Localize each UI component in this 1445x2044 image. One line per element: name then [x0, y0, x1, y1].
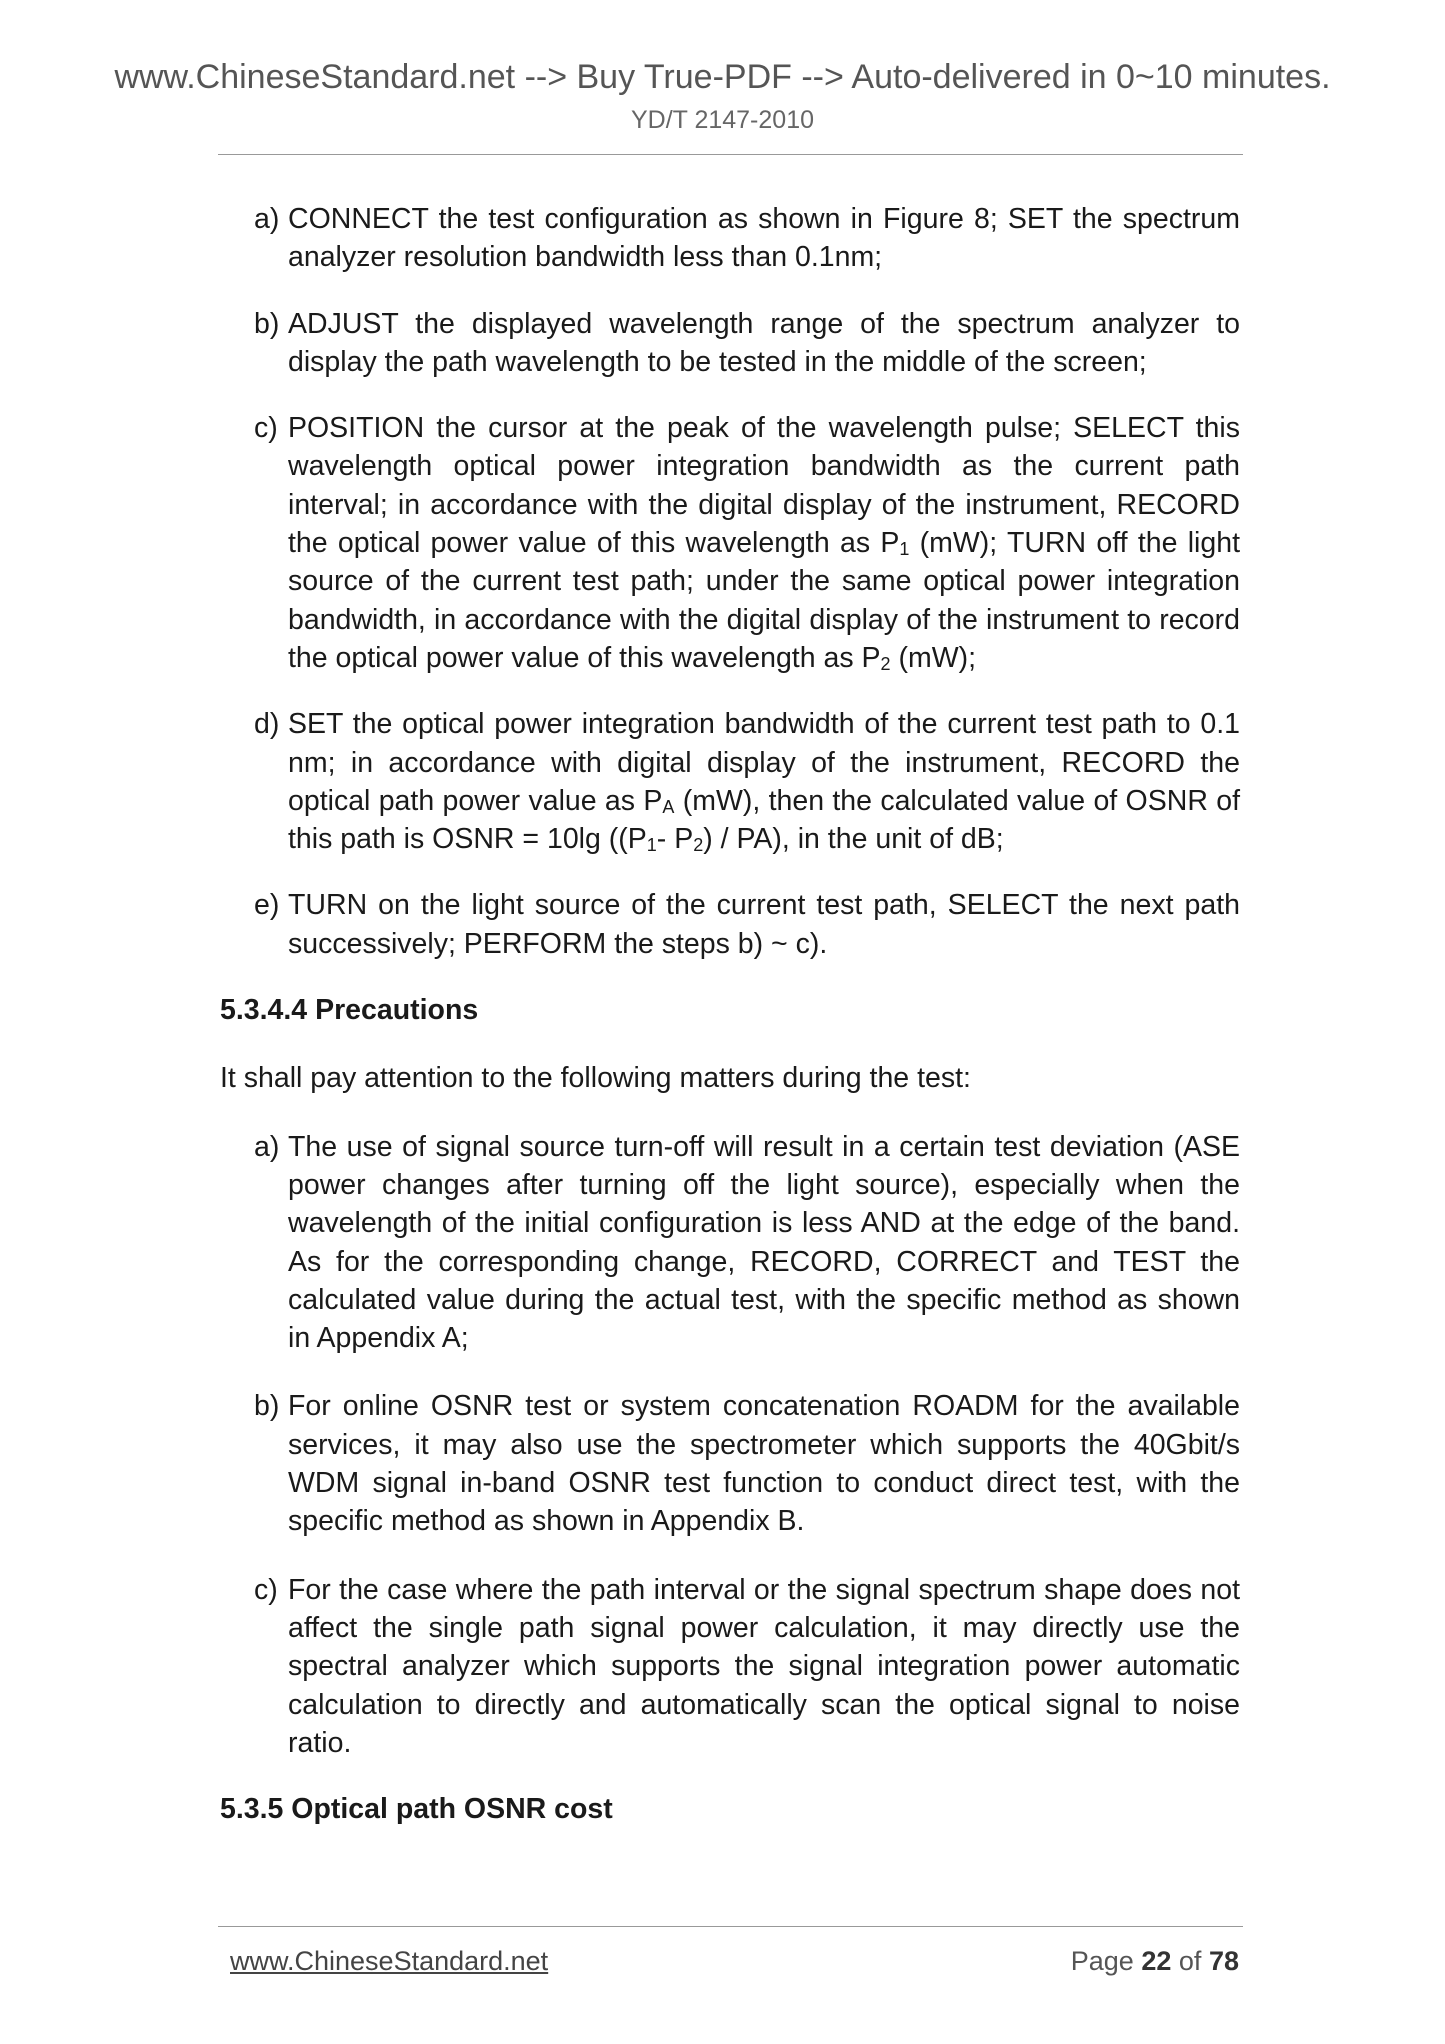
step-item-e — [220, 886, 1240, 963]
step-text: POSITION the cursor at the peak of the wavelength pulse; SELECT this wavelength optical power integration bandwidth as the current path interval; in accordance with the digital display of the instrument, RECORD the optical power value of this wavelength as $P_1$ (mW); TURN off the light source of the current test path; under the same optical power integration bandwidth, in accordance with the digital display of the instrument to record the optical power value of this wavelength as $P_2$ (mW); — [288, 412, 1240, 674]
page-content — [220, 200, 1240, 1828]
precaution-item-b — [220, 1387, 1240, 1540]
precaution-marker: b) — [254, 1390, 280, 1423]
page-indicator — [1071, 1946, 1239, 1977]
step-text: SET the optical power integration bandwidth of the current test path to 0.1 nm; in accordance with digital display of the instrument, RECORD the optical path power value as $P_A$ (mW), then the calculated value of OSNR of this path is OSNR = 10lg (($P_1-$ $P_2) / PA$), in the unit of dB; — [288, 708, 1240, 856]
of-word: of — [1178, 1946, 1202, 1976]
step-marker: c) — [254, 412, 278, 445]
step-marker: b) — [254, 307, 280, 340]
precaution-item-c — [220, 1571, 1240, 1762]
step-item-b — [220, 305, 1240, 382]
precaution-text: For online OSNR test or system concatenation ROADM for the available services, it may also use the spectrometer which supports the 40Gbit/s WDM signal in-band OSNR test function to conduct direct test, with the specific method as shown in Appendix B. — [288, 1390, 1240, 1538]
step-item-a — [220, 200, 1240, 277]
precaution-text: The use of signal source turn-off will result in a certain test deviation (ASE power changes after turning off the light source), especially when the wavelength of the initial configuration is less AND at the edge of the band. As for the corresponding change, RECORD, CORRECT and TEST the calculated value during the actual test, with the specific method as shown in Appendix A; — [288, 1130, 1240, 1355]
precaution-item-a — [220, 1128, 1240, 1358]
footer-site-link[interactable]: www.ChineseStandard.net — [230, 1946, 549, 1976]
step-item-d — [220, 705, 1240, 858]
section-heading-osnr-cost: 5.3.5 Optical path OSNR cost — [220, 1793, 613, 1826]
header-divider — [218, 154, 1243, 155]
precaution-marker: c) — [254, 1573, 278, 1606]
page-word: Page — [1070, 1946, 1134, 1976]
precautions-intro: It shall pay attention to the following matters during the test: — [220, 1062, 971, 1095]
step-marker: a) — [254, 203, 280, 235]
step-text: ADJUST the displayed wavelength range of the spectrum analyzer to display the path wavelength to be tested in the middle of the screen; — [288, 307, 1240, 378]
step-marker: e) — [254, 889, 280, 922]
section-heading-precautions: 5.3.4.4 Precautions — [220, 994, 479, 1027]
page-number: 22 — [1141, 1946, 1172, 1976]
document-code: YD/T 2147-2010 — [631, 106, 814, 134]
step-marker: d) — [254, 708, 280, 741]
step-text: CONNECT the test configuration as shown in Figure 8; SET the spectrum analyzer resolution bandwidth less than 0.1nm; — [288, 203, 1240, 274]
step-item-c — [220, 409, 1240, 677]
precaution-marker: a) — [254, 1130, 280, 1163]
page-total: 78 — [1208, 1946, 1239, 1976]
step-text: TURN on the light source of the current test path, SELECT the next path successively; PERFORM the steps b) ~ c). — [288, 889, 1240, 960]
precaution-text: For the case where the path interval or the signal spectrum shape does not affect the single path signal power calculation, it may directly use the spectral analyzer which supports the signal integration power automatic calculation to directly and automatically scan the optical signal to noise ratio. — [288, 1573, 1240, 1759]
footer-divider — [218, 1926, 1243, 1927]
top-banner: www.ChineseStandard.net --> Buy True-PDF --> Auto-delivered in 0~10 minutes. — [114, 58, 1331, 96]
